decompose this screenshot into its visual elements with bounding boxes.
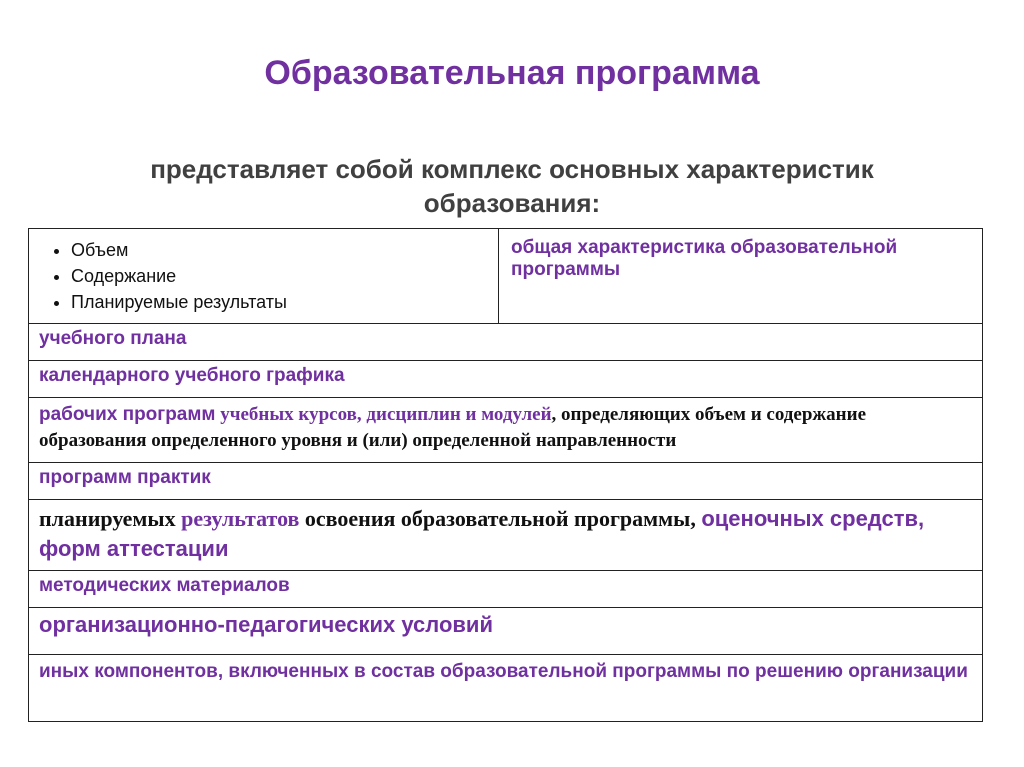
table-row — [29, 655, 983, 722]
table-row — [29, 398, 983, 463]
slide-title: Образовательная программа — [264, 54, 760, 92]
list-item: • Планируемые результаты — [71, 289, 486, 315]
calendar-cell: календарного учебного графика — [29, 361, 983, 398]
work-programs-lead: рабочих программ — [39, 404, 216, 425]
results-part1: планируемых — [39, 506, 182, 531]
bullet-list — [41, 237, 486, 315]
list-item: • Объем — [71, 237, 486, 263]
results-part2: результатов — [181, 506, 300, 531]
table-row — [29, 571, 983, 608]
table-row — [29, 500, 983, 571]
results-cell — [29, 500, 983, 571]
table-row — [29, 229, 983, 324]
results-part4: оценочных средств, форм аттестации — [39, 506, 925, 561]
general-characteristic-cell: общая характеристика образовательной программы — [499, 229, 983, 324]
table-row — [29, 463, 983, 500]
other-components-cell: иных компонентов, включенных в состав образовательной программы по решению организации — [29, 655, 983, 722]
characteristics-table — [28, 228, 983, 722]
bullet-cell — [29, 229, 499, 324]
conditions-cell: организационно-педагогических условий — [29, 608, 983, 655]
work-programs-cell — [29, 398, 983, 463]
table-row — [29, 361, 983, 398]
methodical-cell: методических материалов — [29, 571, 983, 608]
table-row — [29, 608, 983, 655]
table-row — [29, 324, 983, 361]
results-part3: освоения образовательной программы, — [299, 506, 702, 531]
work-programs-courses: учебных курсов, дисциплин и модулей — [215, 404, 552, 425]
work-programs-rest: , определяющих объем и содержание образования определенного уровня и (или) определенной направленности — [39, 404, 867, 451]
practice-cell: программ практик — [29, 463, 983, 500]
slide-subtitle: представляет собой комплекс основных характеристик образования: — [150, 154, 874, 218]
curriculum-cell: учебного плана — [29, 324, 983, 361]
list-item: • Содержание — [71, 263, 486, 289]
